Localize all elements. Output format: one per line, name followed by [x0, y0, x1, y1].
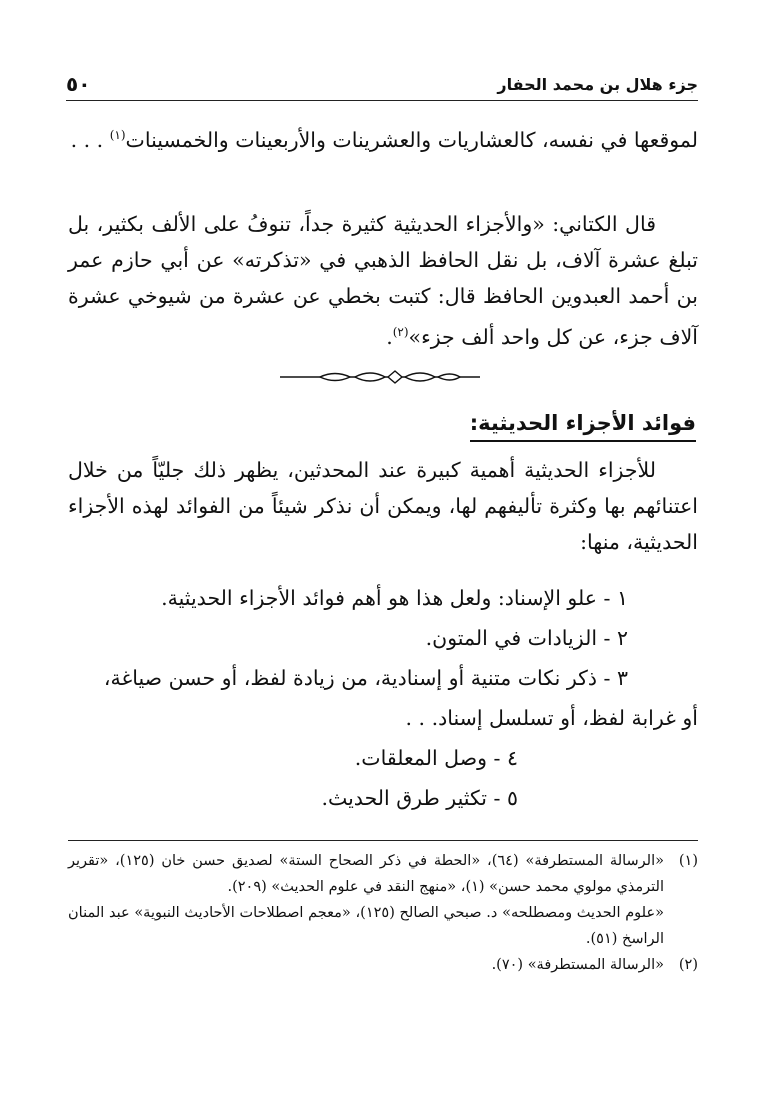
list-item: ٥ - تكثير طرق الحديث. — [321, 786, 518, 810]
list-item: ٢ - الزيادات في المتون. — [425, 626, 628, 650]
list-item-continuation: أو غرابة لفظ، أو تسلسل إسناد. . . — [405, 706, 698, 730]
paragraph-text: قال الكتاني: «والأجزاء الحديثية كثيرة جداً، تنوفُ على الألف بكثير، بل تبلغ عشرة آلاف، بل نقل الحافظ الذهبي في «تذكرته» عن أبي حازم عمر بن أحمد العبدوين الحافظ قال: كتبت بخطي عن عشرة من شيوخي عشرة آلاف جزء، عن كل واحد ألف جزء» — [68, 212, 698, 349]
paragraph-continuation — [68, 117, 698, 158]
footnote-separator — [68, 840, 698, 841]
section-heading: فوائد الأجزاء الحديثية: — [470, 408, 696, 442]
footnote — [68, 952, 698, 978]
footnote-ref: (٢) — [392, 325, 409, 339]
footnote-text: «الرسالة المستطرفة» (٧٠). — [491, 957, 664, 973]
period: . — [386, 324, 393, 349]
paragraph-text: لموقعها في نفسه، كالعشاريات والعشرينات والأربعينات والخمسينات — [125, 127, 698, 152]
benefits-list — [68, 578, 698, 818]
footnote-ref: (١) — [109, 128, 126, 142]
footnote-text: «الرسالة المستطرفة» (٦٤)، «الحطة في ذكر الصحاح الستة» لصديق حسن خان (١٢٥)، «تقرير الترمذي مولوي محمد حسن» (١)، «منهج النقد في علوم الحديث» (٢٠٩). — [68, 853, 664, 895]
running-title: جزء هلال بن محمد الحفار — [497, 75, 698, 94]
intro-paragraph — [68, 452, 698, 560]
footnote-mark: (٢) — [678, 957, 698, 973]
list-item: ١ - علو الإسناد: ولعل هذا هو أهم فوائد الأجزاء الحديثية. — [161, 586, 628, 610]
ellipsis: . . . — [70, 127, 104, 152]
quote-paragraph — [68, 206, 698, 355]
paragraph-text: للأجزاء الحديثية أهمية كبيرة عند المحدثين، يظهر ذلك جليّاً من خلال اعتنائهم بها وكثرة تأليفهم لها، ويمكن أن نذكر شيئاً من الفوائد لهذه الأجزاء الحديثية، منها: — [68, 458, 698, 554]
footnotes — [68, 848, 698, 978]
page-number: ٥٠ — [66, 72, 91, 96]
footnote-continuation: «علوم الحديث ومصطلحه» د. صبحي الصالح (١٢٥)، «معجم اصطلاحات الأحاديث النبوية» عبد المنان الراسخ (٥١). — [68, 905, 664, 947]
list-item: ٣ - ذكر نكات متنية أو إسنادية، من زيادة لفظ، أو حسن صياغة، — [103, 666, 628, 690]
page-header — [66, 62, 698, 101]
footnote — [68, 848, 698, 900]
list-item: ٤ - وصل المعلقات. — [354, 746, 518, 770]
ornament-divider-icon — [280, 368, 480, 386]
footnote-mark: (١) — [678, 853, 698, 869]
